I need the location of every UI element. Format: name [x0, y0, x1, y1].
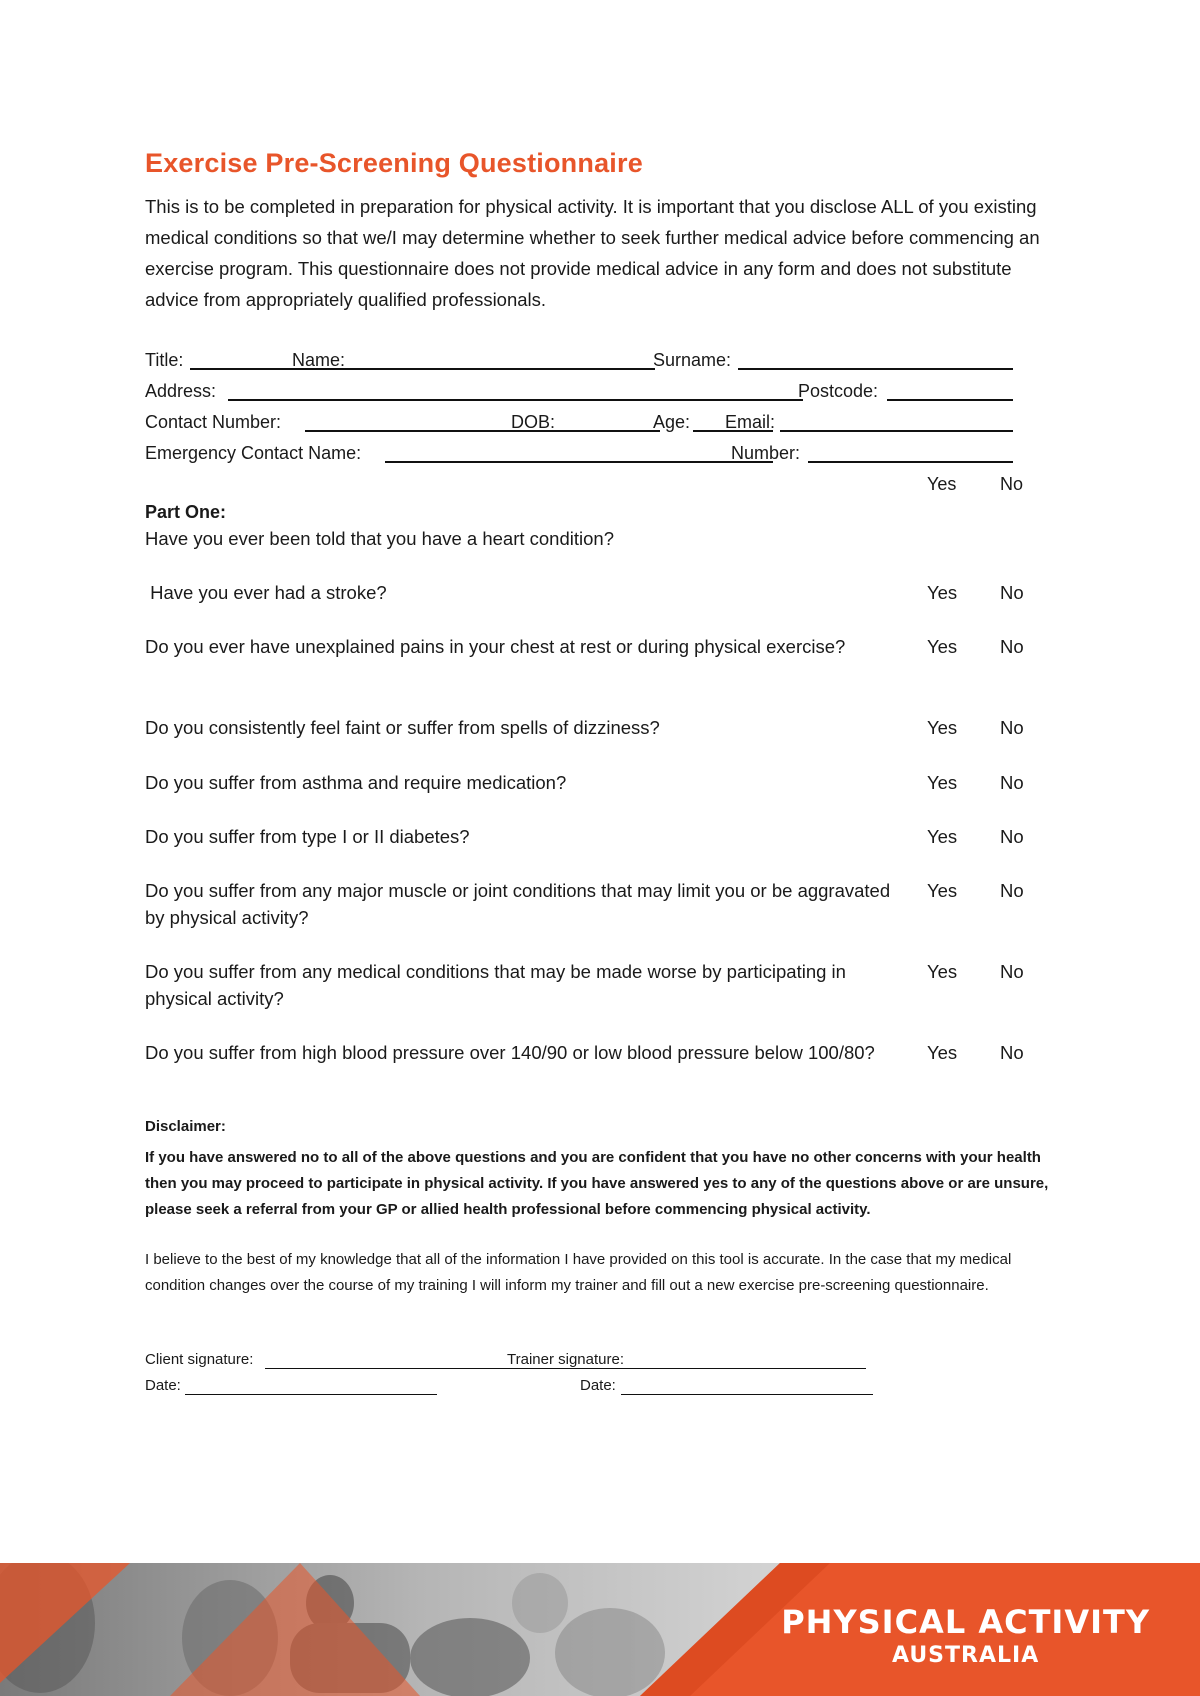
trainer-date-field[interactable]: [621, 1394, 873, 1395]
age-label: Age:: [653, 412, 691, 432]
accuracy-statement: I believe to the best of my knowledge that all of the information I have provided on this tool is accurate. In the case that my medical condition changes over the course of my training I will inform my trainer and fill out a new exercise pre-screening questionnaire.: [145, 1251, 1012, 1294]
emergency-number-field[interactable]: [808, 461, 1013, 463]
dob-label: DOB:: [511, 412, 556, 432]
no-column-header: No: [1000, 474, 1024, 494]
part-one-heading: Part One:: [145, 502, 227, 522]
question-stroke: Have you ever had a stroke?: [145, 582, 387, 603]
question-blood-pressure: Do you suffer from high blood pressure over 140/90 or low blood pressure below 100/80?: [145, 1042, 875, 1063]
name-field[interactable]: [355, 368, 655, 370]
contact-row: [145, 410, 1025, 434]
postcode-label: Postcode:: [798, 381, 879, 401]
client-date-label: Date:: [145, 1377, 181, 1394]
personal-details-row: [145, 348, 1025, 372]
asthma-yes-option[interactable]: Yes: [927, 772, 958, 793]
question-muscle-joint: Do you suffer from any major muscle or joint conditions that may limit you or be aggravated by physical activity?: [145, 880, 891, 928]
dizziness-no-option[interactable]: No: [1000, 717, 1024, 738]
brand-name-line2: AUSTRALIA: [891, 1643, 1040, 1668]
question-medical-conditions: Do you suffer from any medical conditions that may be made worse by participating in physical activity?: [145, 961, 846, 1009]
email-label: Email:: [725, 412, 776, 432]
medical-conditions-yes-option[interactable]: Yes: [927, 961, 958, 982]
brand-logo: [781, 1603, 1150, 1668]
trainer-signature-label: Trainer signature:: [507, 1351, 624, 1368]
postcode-field[interactable]: [887, 399, 1013, 401]
stroke-yes-option[interactable]: Yes: [927, 582, 958, 603]
address-label: Address:: [145, 381, 217, 401]
email-field[interactable]: [780, 430, 1013, 432]
name-label: Name:: [292, 350, 346, 370]
intro-paragraph: This is to be completed in preparation for physical activity. It is important that you disclose ALL of you existing medical conditions so that we/I may determine whether to seek further medical advice before commencing an exercise program. This questionnaire does not provide medical advice in any form and does not substitute advice from appropriately qualified professionals.: [145, 196, 1040, 310]
signature-row: [145, 1349, 885, 1371]
emergency-contact-row: [145, 441, 1025, 465]
emergency-contact-field[interactable]: [385, 461, 773, 463]
dizziness-yes-option[interactable]: Yes: [927, 717, 958, 738]
surname-field[interactable]: [738, 368, 1013, 370]
stroke-no-option[interactable]: No: [1000, 582, 1024, 603]
question-asthma: Do you suffer from asthma and require medication?: [145, 772, 567, 793]
address-row: [145, 379, 1025, 403]
diabetes-yes-option[interactable]: Yes: [927, 826, 958, 847]
emergency-contact-label: Emergency Contact Name:: [145, 443, 362, 463]
question-chest-pain: Do you ever have unexplained pains in your chest at rest or during physical exercise?: [145, 636, 846, 657]
disclaimer-text: If you have answered no to all of the above questions and you are confident that you have no other concerns with your health then you may proceed to participate in physical activity. If you have answered yes to any of the questions above or are unsure, please seek a referral from your GP or allied health professional before commencing physical activity.: [145, 1149, 1049, 1218]
address-field[interactable]: [228, 399, 803, 401]
trainer-date-label: Date:: [580, 1377, 616, 1394]
disclaimer-heading: Disclaimer:: [145, 1118, 226, 1135]
chest-pain-yes-option[interactable]: Yes: [927, 636, 958, 657]
medical-conditions-no-option[interactable]: No: [1000, 961, 1024, 982]
yes-column-header: Yes: [927, 474, 957, 494]
diabetes-no-option[interactable]: No: [1000, 826, 1024, 847]
surname-label: Surname:: [653, 350, 732, 370]
blood-pressure-yes-option[interactable]: Yes: [927, 1042, 958, 1063]
muscle-joint-no-option[interactable]: No: [1000, 880, 1024, 901]
client-date-field[interactable]: [185, 1394, 437, 1395]
chest-pain-no-option[interactable]: No: [1000, 636, 1024, 657]
dob-field[interactable]: [560, 430, 660, 432]
trainer-signature-field[interactable]: [638, 1368, 866, 1369]
blood-pressure-no-option[interactable]: No: [1000, 1042, 1024, 1063]
question-heart-condition: Have you ever been told that you have a heart condition?: [145, 528, 614, 549]
emergency-number-label: Number:: [731, 443, 801, 463]
brand-name-line1: PHYSICAL ACTIVITY: [781, 1603, 1150, 1641]
page-title: Exercise Pre-Screening Questionnaire: [145, 148, 643, 178]
question-dizziness: Do you consistently feel faint or suffer from spells of dizziness?: [145, 717, 660, 738]
date-row: [145, 1375, 885, 1397]
muscle-joint-yes-option[interactable]: Yes: [927, 880, 958, 901]
asthma-no-option[interactable]: No: [1000, 772, 1024, 793]
question-diabetes: Do you suffer from type I or II diabetes?: [145, 826, 470, 847]
client-signature-label: Client signature:: [145, 1351, 254, 1368]
title-label: Title:: [145, 350, 184, 370]
contact-number-label: Contact Number:: [145, 412, 282, 432]
